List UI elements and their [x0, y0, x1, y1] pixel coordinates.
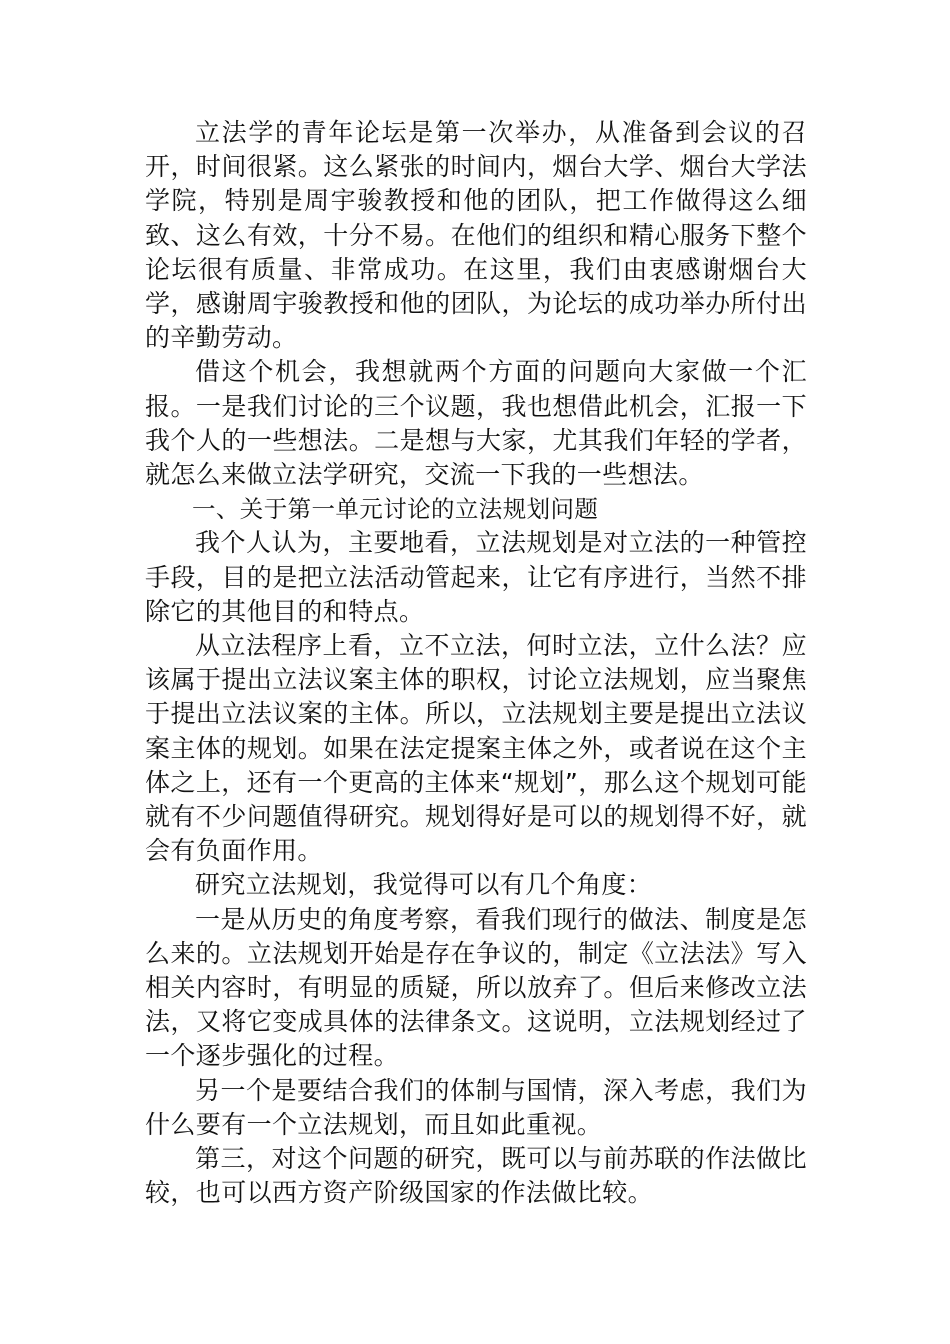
- paragraph-angles: 研究立法规划，我觉得可以有几个角度：: [195, 870, 653, 900]
- paragraph-procedure: 从立法程序上看，立不立法，何时立法，立什么法？应该属于提出立法议案主体的职权，讨论立法规划，应当聚焦于提出立法议案的主体。所以，立法规划主要是提出立法议案主体的规划。如果在法定提案主体之外，或者说在这个主体之上，还有一个更高的主体来“规划”，那么这个规划可能就有不少问题值得研究。规划得好是可以的规划得不好，就会有负面作用。: [145, 631, 807, 866]
- paragraph-intro: 立法学的青年论坛是第一次举办，从准备到会议的召开，时间很紧。这么紧张的时间内，烟台大学、烟台大学法学院，特别是周宇骏教授和他的团队，把工作做得这么细致、这么有效，十分不易。在他们的组织和精心服务下整个论坛很有质量、非常成功。在这里，我们由衷感谢烟台大学，感谢周宇骏教授和他的团队，为论坛的成功举办所付出的辛勤劳动。: [145, 118, 807, 353]
- paragraph-system: 另一个是要结合我们的体制与国情，深入考虑，我们为什么要有一个立法规划，而且如此重视。: [145, 1075, 807, 1139]
- paragraph-report: 借这个机会，我想就两个方面的问题向大家做一个汇报。一是我们讨论的三个议题，我也想借此机会，汇报一下我个人的一些想法。二是想与大家，尤其我们年轻的学者，就怎么来做立法学研究，交流一下我的一些想法。: [145, 357, 807, 490]
- document-body: [145, 116, 807, 1211]
- paragraph-comparison: 第三，对这个问题的研究，既可以与前苏联的作法做比较，也可以西方资产阶级国家的作法做比较。: [145, 1144, 807, 1208]
- paragraph-opinion: 我个人认为，主要地看，立法规划是对立法的一种管控手段，目的是把立法活动管起来，让它有序进行，当然不排除它的其他目的和特点。: [145, 528, 807, 626]
- paragraph-history: 一是从历史的角度考察，看我们现行的做法、制度是怎么来的。立法规划开始是存在争议的，制定《立法法》写入相关内容时，有明显的质疑，所以放弃了。但后来修改立法法，又将它变成具体的法律条文。这说明，立法规划经过了一个逐步强化的过程。: [145, 904, 807, 1071]
- section-heading: 一、关于第一单元讨论的立法规划问题: [192, 495, 599, 524]
